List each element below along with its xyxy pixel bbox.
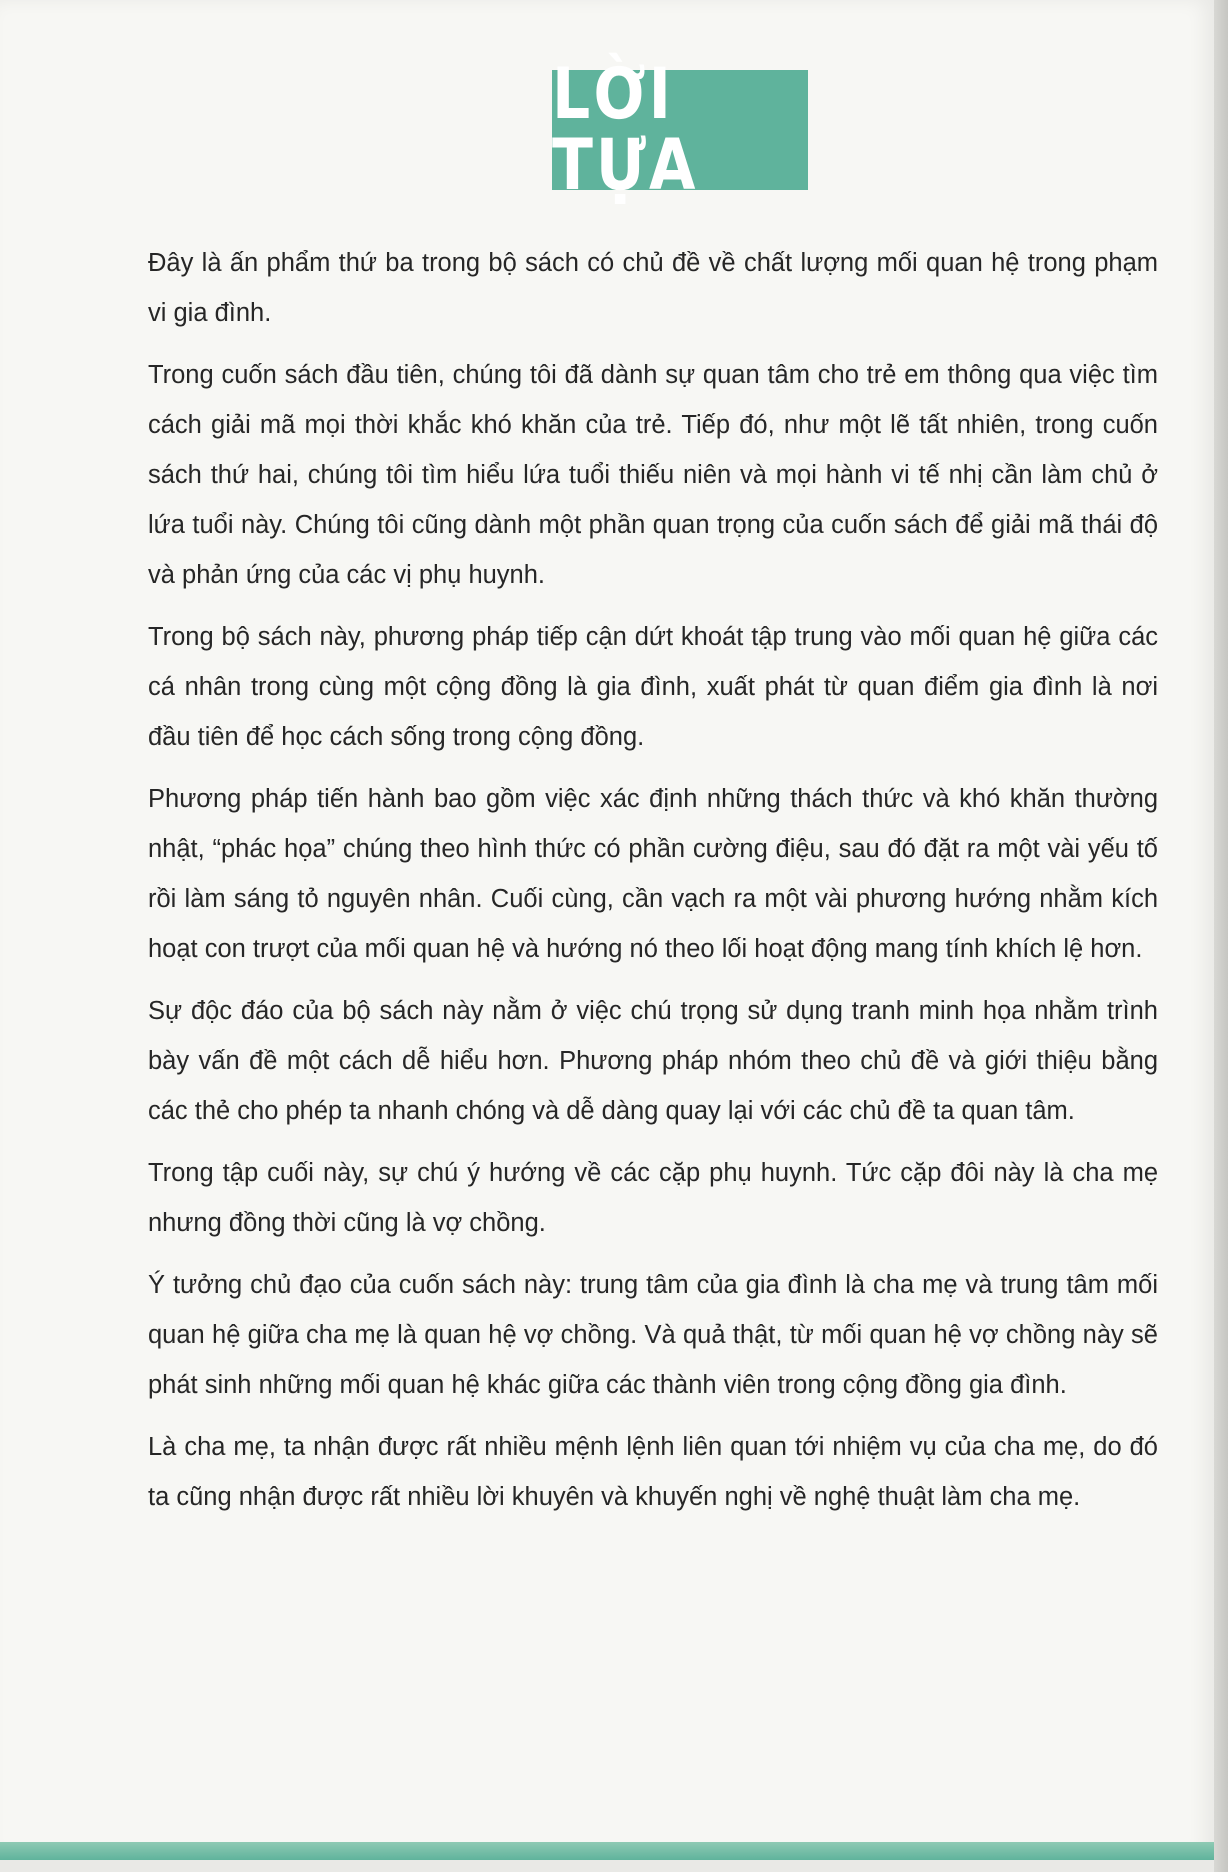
- paragraph-3: Trong bộ sách này, phương pháp tiếp cận dứt khoát tập trung vào mối quan hệ giữa các cá nhân trong cùng một cộng đồng là gia đình, xuất phát từ quan điểm gia đình là nơi đầu tiên để học cách sống trong cộng đồng.: [148, 623, 1158, 751]
- paragraph-6: Trong tập cuối này, sự chú ý hướng về các cặp phụ huynh. Tức cặp đôi này là cha mẹ nhưng đồng thời cũng là vợ chồng.: [148, 1159, 1158, 1237]
- paragraph-8: Là cha mẹ, ta nhận được rất nhiều mệnh lệnh liên quan tới nhiệm vụ của cha mẹ, do đó ta cũng nhận được rất nhiều lời khuyên và khuyến nghị về nghệ thuật làm cha mẹ.: [148, 1433, 1158, 1511]
- paragraph-4: Phương pháp tiến hành bao gồm việc xác định những thách thức và khó khăn thường nhật, “phác họa” chúng theo hình thức có phần cường điệu, sau đó đặt ra một vài yếu tố rồi làm sáng tỏ nguyên nhân. Cuối cùng, cần vạch ra một vài phương hướng nhằm kích hoạt con trượt của mối quan hệ và hướng nó theo lối hoạt động mang tính khích lệ hơn.: [148, 785, 1158, 963]
- page-edge-shadow: [1214, 0, 1228, 1872]
- paragraph-2: Trong cuốn sách đầu tiên, chúng tôi đã dành sự quan tâm cho trẻ em thông qua việc tìm cách giải mã mọi thời khắc khó khăn của trẻ. Tiếp đó, như một lẽ tất nhiên, trong cuốn sách thứ hai, chúng tôi tìm hiểu lứa tuổi thiếu niên và mọi hành vi tế nhị cần làm chủ ở lứa tuổi này. Chúng tôi cũng dành một phần quan trọng của cuốn sách để giải mã thái độ và phản ứng của các vị phụ huynh.: [148, 361, 1158, 589]
- paragraph-1: Đây là ấn phẩm thứ ba trong bộ sách có chủ đề về chất lượng mối quan hệ trong phạm vi gia đình.: [148, 249, 1158, 327]
- body-text: [148, 238, 1158, 1534]
- title-banner: [552, 53, 808, 207]
- page-title: LỜI TỰA: [552, 53, 699, 207]
- paragraph-7: Ý tưởng chủ đạo của cuốn sách này: trung tâm của gia đình là cha mẹ và trung tâm mối quan hệ giữa cha mẹ là quan hệ vợ chồng. Và quả thật, từ mối quan hệ vợ chồng này sẽ phát sinh những mối quan hệ khác giữa các thành viên trong cộng đồng gia đình.: [148, 1271, 1158, 1399]
- paragraph-5: Sự độc đáo của bộ sách này nằm ở việc chú trọng sử dụng tranh minh họa nhằm trình bày vấn đề một cách dễ hiểu hơn. Phương pháp nhóm theo chủ đề và giới thiệu bằng các thẻ cho phép ta nhanh chóng và dễ dàng quay lại với các chủ đề ta quan tâm.: [148, 997, 1158, 1125]
- bottom-decorative-bar: [0, 1842, 1214, 1860]
